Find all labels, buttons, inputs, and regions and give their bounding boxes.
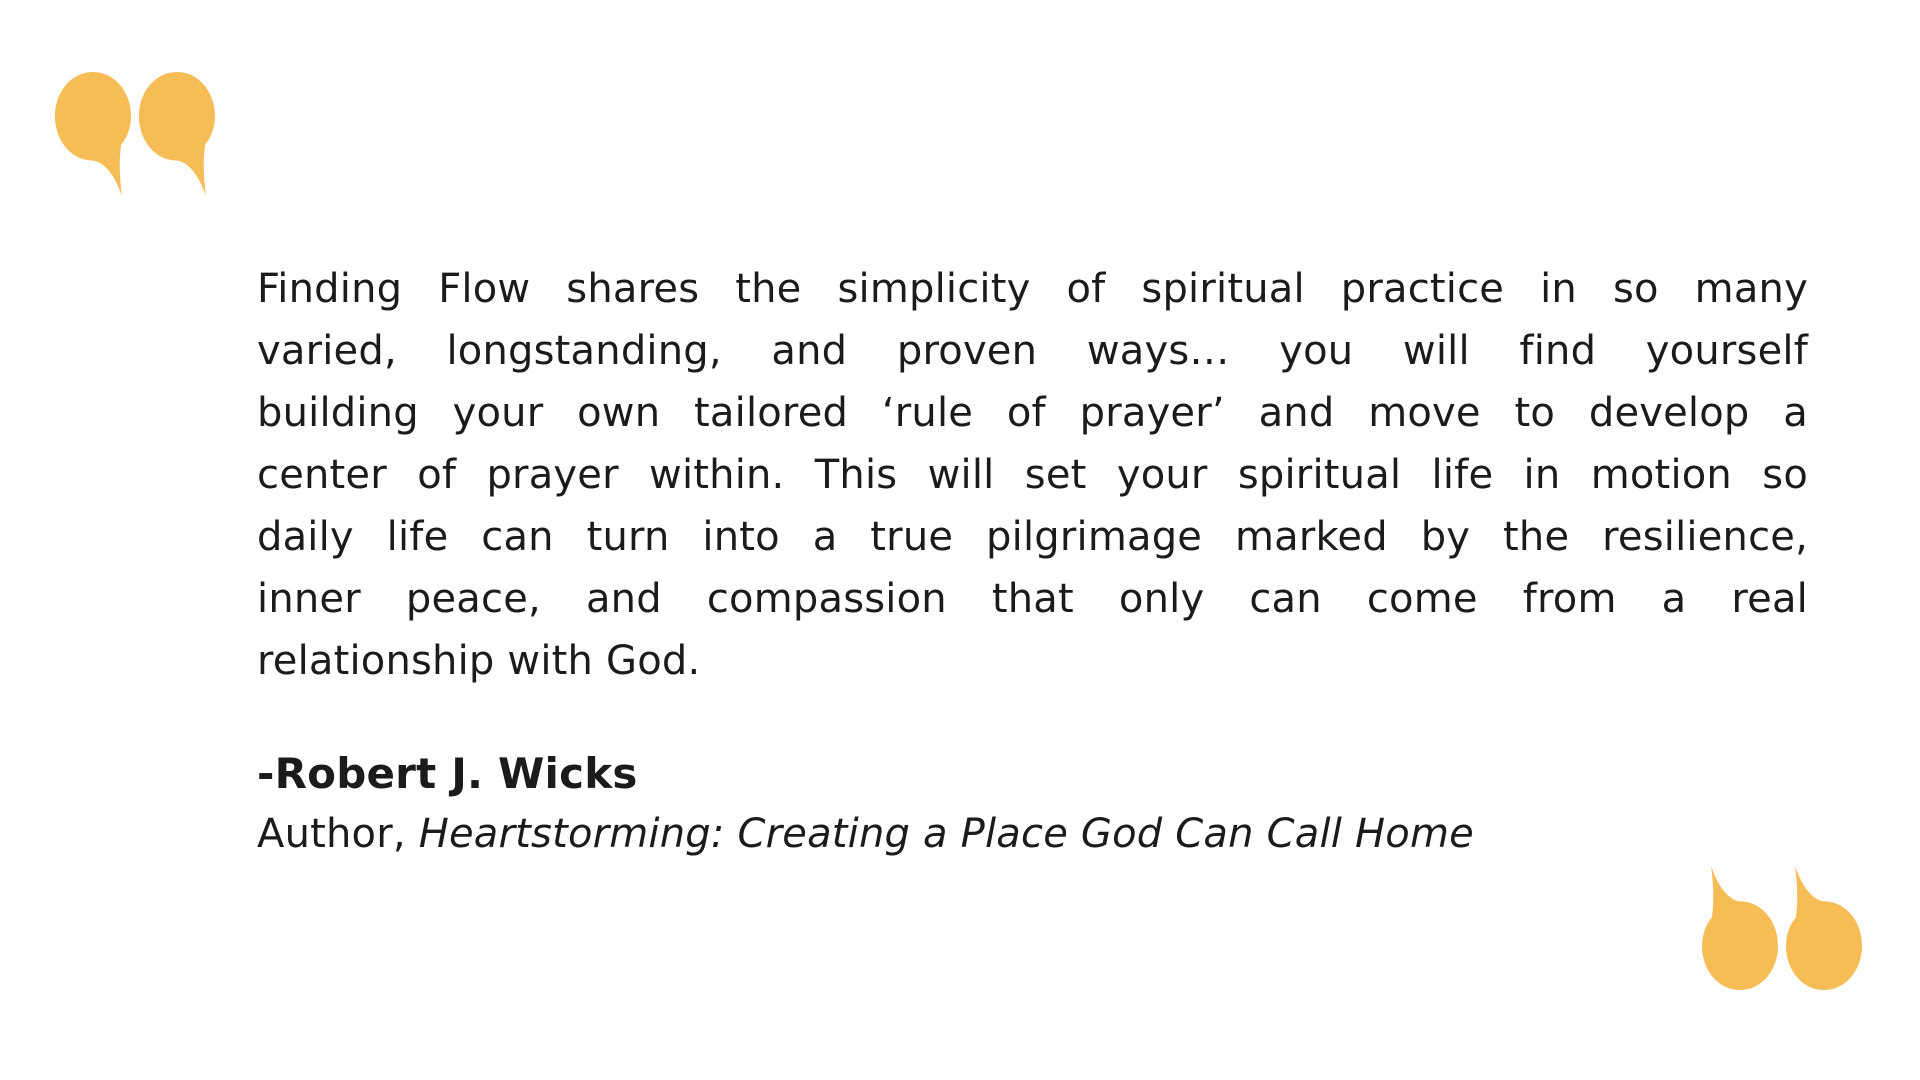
author-role bbox=[257, 804, 1808, 864]
opening-double-quote-icon bbox=[55, 72, 215, 196]
quote-content bbox=[257, 258, 1808, 864]
quote-line: building your own tailored ‘rule of prayer’ and move to develop a bbox=[257, 390, 1808, 436]
closing-double-quote-icon bbox=[1702, 866, 1862, 990]
author-name: -Robert J. Wicks bbox=[257, 749, 638, 798]
quote-line: inner peace, and compassion that only can come from a real bbox=[257, 576, 1808, 622]
author-role-prefix: Author, bbox=[257, 811, 419, 857]
book-title: Heartstorming: Creating a Place God Can Call Home bbox=[418, 811, 1474, 857]
quote-line: relationship with God. bbox=[257, 638, 701, 684]
attribution bbox=[257, 744, 1808, 864]
quote-line: center of prayer within. This will set your spiritual life in motion so bbox=[257, 452, 1808, 498]
quote-line: Finding Flow shares the simplicity of spiritual practice in so many bbox=[257, 266, 1808, 312]
quote-line: daily life can turn into a true pilgrimage marked by the resilience, bbox=[257, 514, 1808, 560]
quote-text bbox=[257, 258, 1808, 692]
quote-line: varied, longstanding, and proven ways… you will find yourself bbox=[257, 328, 1808, 374]
